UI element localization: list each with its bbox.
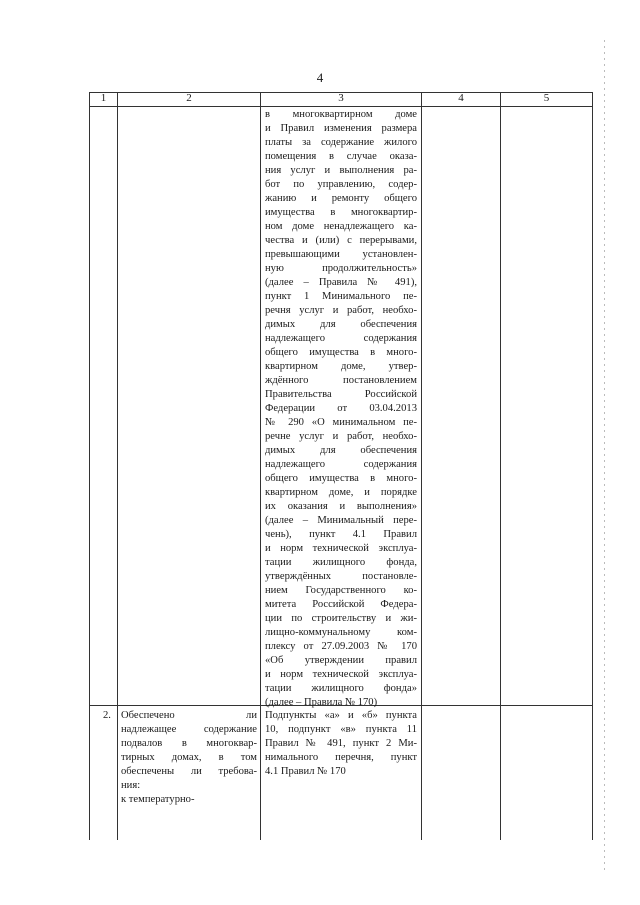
subject-text-line: к температурно-	[121, 794, 195, 805]
subject-text-line: надлежащее содержание	[121, 724, 257, 735]
subject-text-line: Обеспечено ли	[121, 710, 257, 721]
basis-text-line: и Правил изменения размера	[265, 123, 417, 134]
basis-text-line: тации жилищного фонда,	[265, 557, 417, 568]
basis-text-line: пункт 1 Минимального пе-	[265, 291, 417, 302]
row2-basis-cell	[265, 709, 417, 779]
basis-text-line: Федерации от 03.04.2013	[265, 403, 417, 414]
basis-text-line: Подпункты «а» и «б» пункта	[265, 710, 417, 721]
basis-text-line: «Об утверждении правил	[265, 655, 417, 666]
basis-text-line: нимального перечня, пункт	[265, 752, 417, 763]
basis-text-line: и норм технической эксплуа-	[265, 669, 417, 680]
row1-basis-cell	[265, 108, 417, 710]
basis-text-line: и норм технической эксплуа-	[265, 543, 417, 554]
basis-text-line: № 290 «О минимальном пе-	[265, 417, 417, 428]
subject-text-line: тирных домах, в том	[121, 752, 257, 763]
basis-text-line: чень), пункт 4.1 Правил	[265, 529, 417, 540]
basis-text-line: платы за содержание жилого	[265, 137, 417, 148]
basis-text-line: (далее – Минимальный пере-	[265, 515, 417, 526]
basis-text-line: помещения в случае оказа-	[265, 151, 417, 162]
basis-text-line: Правительства Российской	[265, 389, 417, 400]
basis-text-line: ния услуг и выполнения ра-	[265, 165, 417, 176]
basis-text-line: общего имущества в много-	[265, 473, 417, 484]
basis-text-line: ждённого постановлением	[265, 375, 417, 386]
column-header-3: 3	[338, 92, 344, 104]
basis-text-line: имущества в многоквартир-	[265, 207, 417, 218]
column-header-4: 4	[458, 92, 464, 104]
column-header-2: 2	[186, 92, 192, 104]
basis-text-line: речне услуг и работ, необхо-	[265, 431, 417, 442]
basis-text-line: бот по управлению, содер-	[265, 179, 417, 190]
basis-text-line: плексу от 27.09.2003 № 170	[265, 641, 417, 652]
row2-subject-cell	[121, 709, 257, 807]
basis-text-line: надлежащего содержания	[265, 459, 417, 470]
scan-edge-mark	[604, 40, 605, 870]
basis-text-line: митета Российской Федера-	[265, 599, 417, 610]
column-header-5: 5	[543, 92, 550, 104]
basis-text-line: жанию и ремонту общего	[265, 193, 417, 204]
basis-text-line: 4.1 Правил № 170	[265, 766, 346, 777]
basis-text-line: нием Государственного ко-	[265, 585, 417, 596]
subject-text-line: подвалов в многоквар-	[121, 738, 257, 749]
row2-number: 2.	[103, 710, 111, 721]
basis-text-line: тации жилищного фонда»	[265, 683, 417, 694]
column-header-1: 1	[100, 92, 107, 104]
basis-text-line: в многоквартирном доме	[265, 109, 417, 120]
subject-text-line: ния:	[121, 780, 141, 791]
basis-text-line: ции по строительству и жи-	[265, 613, 417, 624]
basis-text-line: ную продолжительность»	[265, 263, 417, 274]
basis-text-line: речня услуг и работ, необхо-	[265, 305, 417, 316]
basis-text-line: (далее – Правила № 170)	[265, 697, 378, 708]
basis-text-line: ном доме ненадлежащего ка-	[265, 221, 417, 232]
basis-text-line: квартирном доме, и порядке	[265, 487, 417, 498]
basis-text-line: лищно-коммунальному ком-	[265, 627, 417, 638]
basis-text-line: превышающими установлен-	[265, 249, 417, 260]
basis-text-line: их оказания и выполнения»	[265, 501, 417, 512]
basis-text-line: димых для обеспечения	[265, 319, 417, 330]
basis-text-line: димых для обеспечения	[265, 445, 417, 456]
basis-text-line: 10, подпункт «в» пункта 11	[265, 724, 417, 735]
basis-text-line: общего имущества в много-	[265, 347, 417, 358]
basis-text-line: (далее – Правила № 491),	[265, 277, 417, 288]
basis-text-line: Правил № 491, пункт 2 Ми-	[265, 738, 417, 749]
basis-text-line: утверждённых постановле-	[265, 571, 417, 582]
subject-text-line: обеспечены ли требова-	[121, 766, 257, 777]
basis-text-line: чества и (или) с перерывами,	[265, 235, 417, 246]
basis-text-line: надлежащего содержания	[265, 333, 417, 344]
basis-text-line: квартирном доме, утвер-	[265, 361, 417, 372]
page-number: 4	[316, 70, 324, 85]
